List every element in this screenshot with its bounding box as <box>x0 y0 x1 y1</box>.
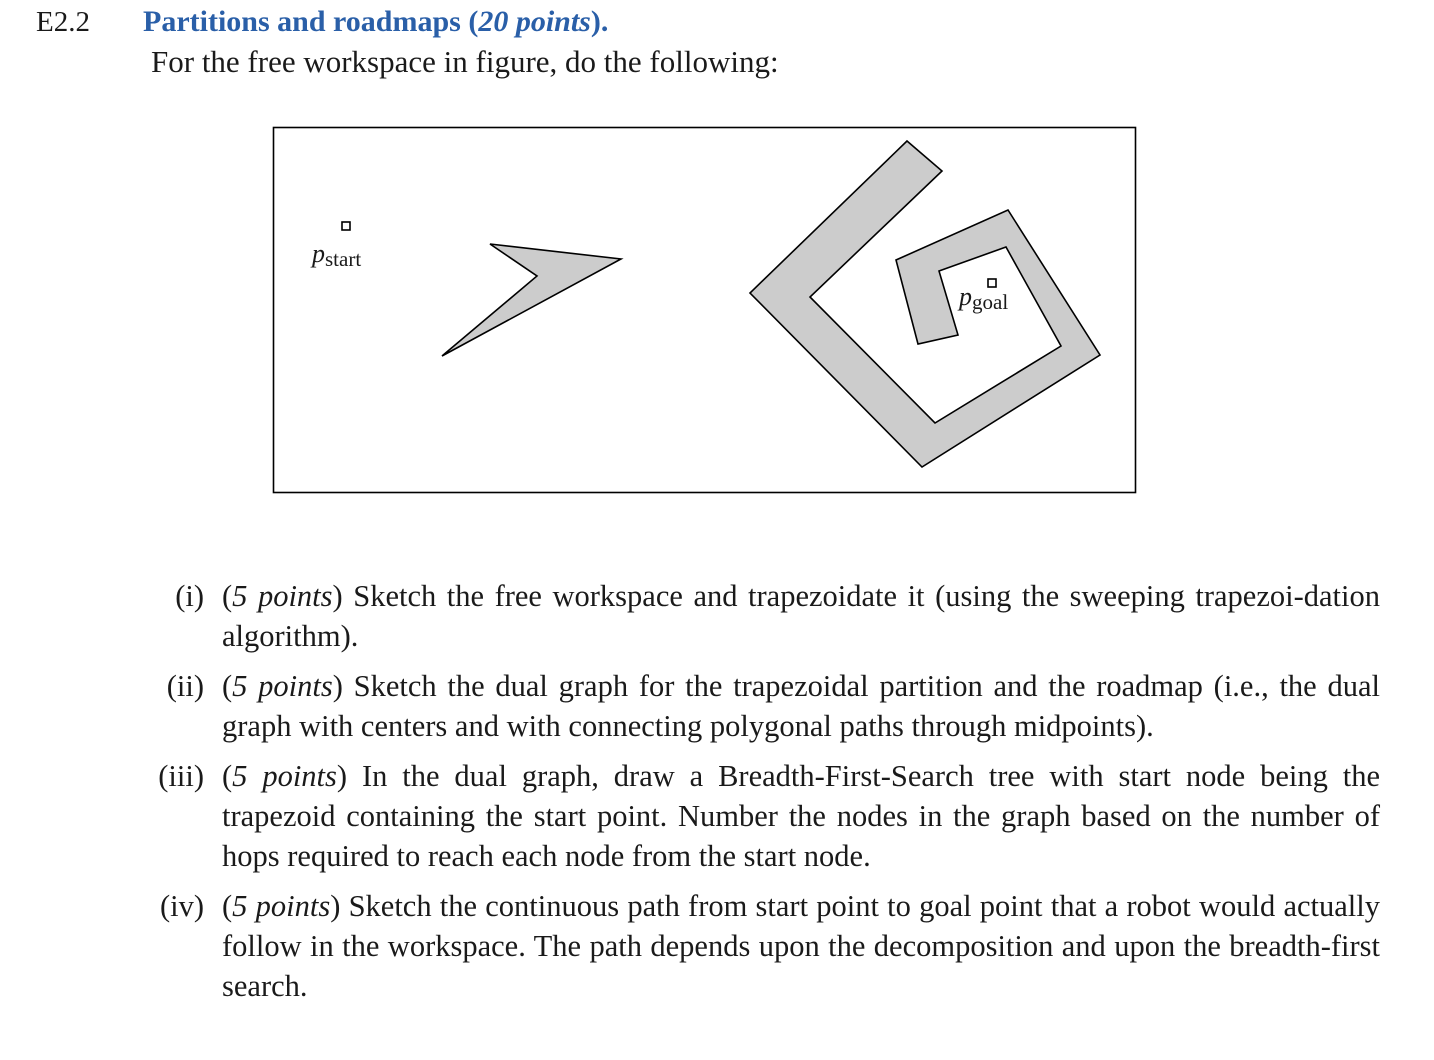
task-item: (iii) (5 points) In the dual graph, draw a Breadth-First-Search tree with start node being the trapezoid containing the start point. Number the nodes in the graph based on the number of hops required to reach each node from the start node. <box>150 756 1380 876</box>
exercise-title-points: 20 points <box>478 5 591 38</box>
task-item: (ii) (5 points) Sketch the dual graph for the trapezoidal partition and the roadmap (i.e., the dual graph with centers and with connecting polygonal paths through midpoints). <box>150 666 1380 746</box>
exercise-number: E2.2 <box>36 6 90 38</box>
task-points: 5 points <box>232 579 333 613</box>
task-points: 5 points <box>232 669 333 703</box>
task-text: Sketch the free workspace and trapezoidate it (using the sweeping trapezoi-dation algorithm). <box>222 579 1380 653</box>
task-number: (i) <box>175 579 204 613</box>
task-item: (iv) (5 points) Sketch the continuous path from start point to goal point that a robot would actually follow in the workspace. The path depends upon the decomposition and upon the breadth-first search. <box>150 886 1380 1006</box>
task-text: In the dual graph, draw a Breadth-First-Search tree with start node being the trapezoid containing the start point. Number the nodes in the graph based on the number of hops required to reach each node from the start node. <box>222 759 1380 873</box>
task-number: (iii) <box>158 759 204 793</box>
exercise-title-end: ). <box>590 5 609 38</box>
task-number: (ii) <box>166 669 204 703</box>
exercise-intro: For the free workspace in figure, do the following: <box>151 44 779 79</box>
goal-point-marker <box>988 279 996 287</box>
start-point-marker <box>342 222 350 230</box>
goal-label-sub: goal <box>972 290 1009 314</box>
task-text: Sketch the dual graph for the trapezoidal partition and the roadmap (i.e., the dual graph with centers and with connecting polygonal paths through midpoints). <box>222 669 1380 743</box>
task-points: 5 points <box>232 889 331 923</box>
start-label-sub: start <box>325 247 362 271</box>
task-points: 5 points <box>232 759 337 793</box>
task-number: (iv) <box>159 889 204 923</box>
task-text: Sketch the continuous path from start point to goal point that a robot would actually follow in the workspace. The path depends upon the decomposition and upon the breadth-first search. <box>222 889 1380 1003</box>
goal-label-p: p <box>959 282 972 311</box>
task-list <box>150 576 1380 1016</box>
start-label-p: p <box>312 239 325 268</box>
exercise-title-main: Partitions and roadmaps ( <box>143 5 479 38</box>
task-item: (i) (5 points) Sketch the free workspace and trapezoidate it (using the sweeping trapezoi-dation algorithm). <box>150 576 1380 656</box>
